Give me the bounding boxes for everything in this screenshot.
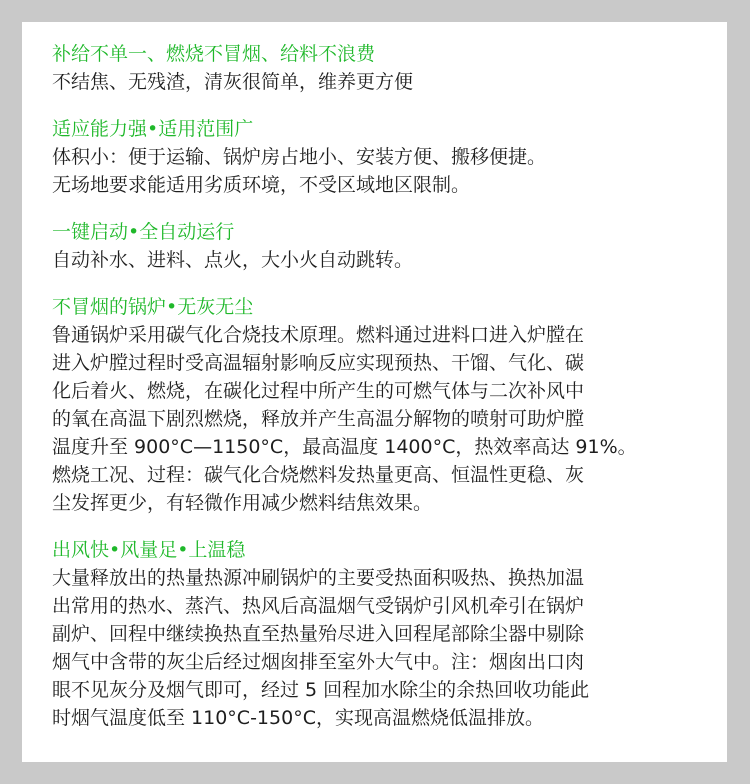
section-text-line: 不结焦、无残渣，清灰很简单，维养更方便 bbox=[52, 71, 414, 93]
section-heading: 适应能力强•适用范围广 bbox=[52, 118, 254, 140]
section-text-line: 自动补水、进料、点火，大小火自动跳转。 bbox=[52, 249, 414, 271]
section-text-line: 烟气中含带的灰尘后经过烟囱排至室外大气中。注：烟囱出口肉 bbox=[52, 651, 585, 673]
document-card bbox=[22, 22, 727, 762]
section-text-line: 出常用的热水、蒸汽、热风后高温烟气受锅炉引风机牵引在锅炉 bbox=[52, 595, 585, 617]
document-content bbox=[52, 40, 712, 732]
section-text-line: 无场地要求能适用劣质环境，不受区域地区限制。 bbox=[52, 174, 471, 196]
section-text-line: 眼不见灰分及烟气即可，经过 5 回程加水除尘的余热回收功能此 bbox=[52, 679, 590, 701]
section-heading: 不冒烟的锅炉•无灰无尘 bbox=[52, 296, 254, 318]
section-heading: 补给不单一、燃烧不冒烟、给料不浪费 bbox=[52, 43, 376, 65]
section-text-line: 温度升至 900°C—1150°C，最高温度 1400°C，热效率高达 91%。 bbox=[52, 436, 637, 458]
section-heading: 出风快•风量足•上温稳 bbox=[52, 539, 246, 561]
section-text-line: 进入炉膛过程时受高温辐射影响反应实现预热、干馏、气化、碳 bbox=[52, 352, 585, 374]
section-heading: 一键启动•全自动运行 bbox=[52, 221, 235, 243]
section-text-line: 大量释放出的热量热源冲刷锅炉的主要受热面积吸热、换热加温 bbox=[52, 567, 585, 589]
section-one-key-start bbox=[52, 218, 712, 274]
section-text-line: 鲁通锅炉采用碳气化合烧技术原理。燃料通过进料口进入炉膛在 bbox=[52, 324, 585, 346]
section-text-line: 时烟气温度低至 110°C-150°C，实现高温燃烧低温排放。 bbox=[52, 707, 544, 729]
section-text-line: 的氧在高温下剧烈燃烧，释放并产生高温分解物的喷射可助炉膛 bbox=[52, 408, 585, 430]
section-fast-airflow bbox=[52, 536, 712, 732]
section-text-line: 化后着火、燃烧，在碳化过程中所产生的可燃气体与二次补风中 bbox=[52, 380, 585, 402]
section-smokeless-boiler bbox=[52, 293, 712, 517]
section-text-line: 副炉、回程中继续换热直至热量殆尽进入回程尾部除尘器中剔除 bbox=[52, 623, 585, 645]
section-text-line: 尘发挥更少，有轻微作用减少燃料结焦效果。 bbox=[52, 492, 433, 514]
section-text-line: 燃烧工况、过程：碳气化合烧燃料发热量更高、恒温性更稳、灰 bbox=[52, 464, 585, 486]
section-no-smoke-supply bbox=[52, 40, 712, 96]
section-adaptability bbox=[52, 115, 712, 199]
section-text-line: 体积小：便于运输、锅炉房占地小、安装方便、搬移便捷。 bbox=[52, 146, 547, 168]
